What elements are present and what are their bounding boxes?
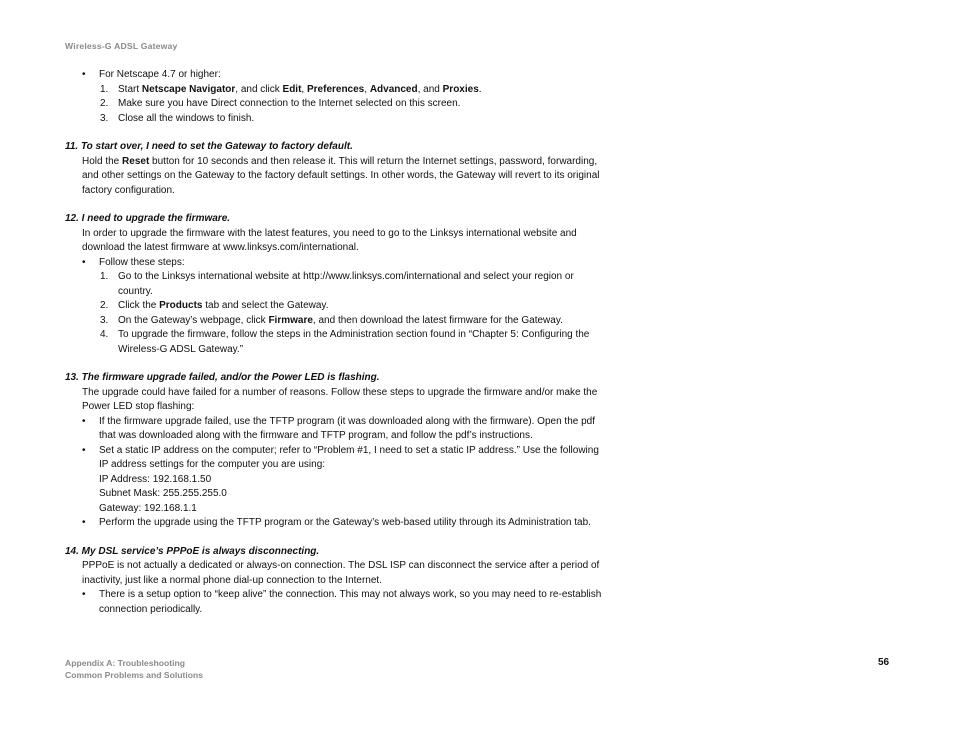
question-13-bullet-3: • Perform the upgrade using the TFTP program or the Gateway’s web-based utility through its Administration tab.: [99, 516, 605, 531]
step-text: ,: [364, 83, 370, 95]
question-12-step-1: [100, 270, 605, 299]
step-text: , and: [417, 83, 443, 95]
running-header: Wireless-G ADSL Gateway: [65, 41, 178, 51]
step-text: Go to the Linksys international website at http://www.linksys.com/international and select your region or country.: [118, 271, 574, 297]
step-text: tab and select the Gateway.: [202, 300, 329, 311]
netscape-bullet: • For Netscape 4.7 or higher:: [99, 68, 605, 83]
question-12-step-2: [100, 299, 605, 314]
gateway-line: Gateway: 192.168.1.1: [99, 502, 197, 514]
netscape-step-3: [100, 112, 605, 127]
question-11-heading: 11. To start over, I need to set the Gateway to factory default.: [65, 141, 353, 152]
step-text: On the Gateway’s webpage, click: [118, 314, 269, 326]
page-number: 56: [878, 657, 890, 668]
step-number: 3.: [100, 314, 109, 326]
step-text: Start: [118, 83, 142, 95]
step-bold: Products: [159, 300, 203, 311]
page-content: [65, 68, 605, 617]
step-text: Click the: [118, 300, 160, 311]
question-13-bullet-2: [99, 444, 605, 517]
step-text: , and click: [235, 83, 283, 95]
bullet-text: • Set a static IP address on the computer; refer to “Problem #1, I need to set a static IP address.” Use the following IP address settings for the computer you are using:: [99, 444, 599, 470]
page-footer: [65, 657, 203, 681]
ip-address-line: IP Address: 192.168.1.50: [99, 473, 212, 485]
step-number: 1.: [100, 83, 109, 95]
step-text: To upgrade the firmware, follow the steps in the Administration section found in “Chapter 5: Configuring the Wireless-G ADSL Gateway.”: [118, 329, 590, 355]
step-text: Make sure you have Direct connection to the Internet selected on this screen.: [118, 98, 461, 109]
step-text: Close all the windows to finish.: [118, 112, 255, 124]
question-12-step-4: [100, 328, 605, 357]
question-13-heading: 13. The firmware upgrade failed, and/or the Power LED is flashing.: [65, 372, 380, 383]
step-number: 4.: [100, 329, 109, 340]
question-14-answer: PPPoE is not actually a dedicated or always-on connection. The DSL ISP can disconnect the service after a period of inactivity, just like a normal phone dial-up connection to the Internet.: [82, 560, 600, 586]
question-13-answer: The upgrade could have failed for a number of reasons. Follow these steps to upgrade the firmware and/or make the Power LED stop flashing:: [82, 386, 598, 412]
question-13-bullet-1: • If the firmware upgrade failed, use the TFTP program (it was downloaded along with the firmware). Open the pdf that was downloaded along with the firmware and TFTP program, and follow the pdf’s instructions.: [99, 415, 605, 444]
step-number: 1.: [100, 271, 109, 282]
question-14-bullet-1: • There is a setup option to “keep alive” the connection. This may not always work, so you may need to re-establish connection periodically.: [99, 588, 605, 617]
step-number: 2.: [100, 300, 109, 311]
step-text: , and then download the latest firmware for the Gateway.: [312, 314, 563, 326]
footer-line-2: Common Problems and Solutions: [65, 670, 203, 680]
step-bold: Edit: [282, 83, 302, 95]
step-bold: Preferences: [306, 83, 365, 95]
answer-text: button for 10 seconds and then release it. This will return the Internet settings, password, forwarding, and other settings on the Gateway to the factory default settings. In other words, the Gateway will revert to its original factory configuration.: [82, 155, 600, 196]
step-number: 3.: [100, 112, 109, 124]
step-text: .: [478, 83, 482, 95]
step-text: ,: [301, 83, 307, 95]
question-12-answer: In order to upgrade the firmware with the latest features, you need to go to the Linksys international website and download the latest firmware at www.linksys.com/international.: [82, 227, 577, 253]
question-12-bullet: • Follow these steps:: [99, 256, 605, 271]
step-bold: Netscape Navigator: [141, 83, 236, 95]
step-bold: Firmware: [268, 314, 313, 326]
step-number: 2.: [100, 98, 109, 109]
question-11-answer: [82, 155, 605, 199]
footer-line-1: Appendix A: Troubleshooting: [65, 658, 185, 668]
answer-text: Hold the: [82, 155, 123, 167]
question-14-heading: 14. My DSL service’s PPPoE is always disconnecting.: [65, 545, 320, 557]
answer-bold: Reset: [122, 155, 150, 167]
netscape-step-2: [100, 97, 605, 112]
subnet-mask-line: Subnet Mask: 255.255.255.0: [99, 488, 227, 499]
question-12-step-3: [100, 314, 605, 329]
step-bold: Advanced: [369, 83, 418, 95]
netscape-step-1: [100, 83, 605, 98]
question-12-heading: 12. I need to upgrade the firmware.: [65, 213, 231, 224]
step-bold: Proxies: [442, 83, 479, 95]
